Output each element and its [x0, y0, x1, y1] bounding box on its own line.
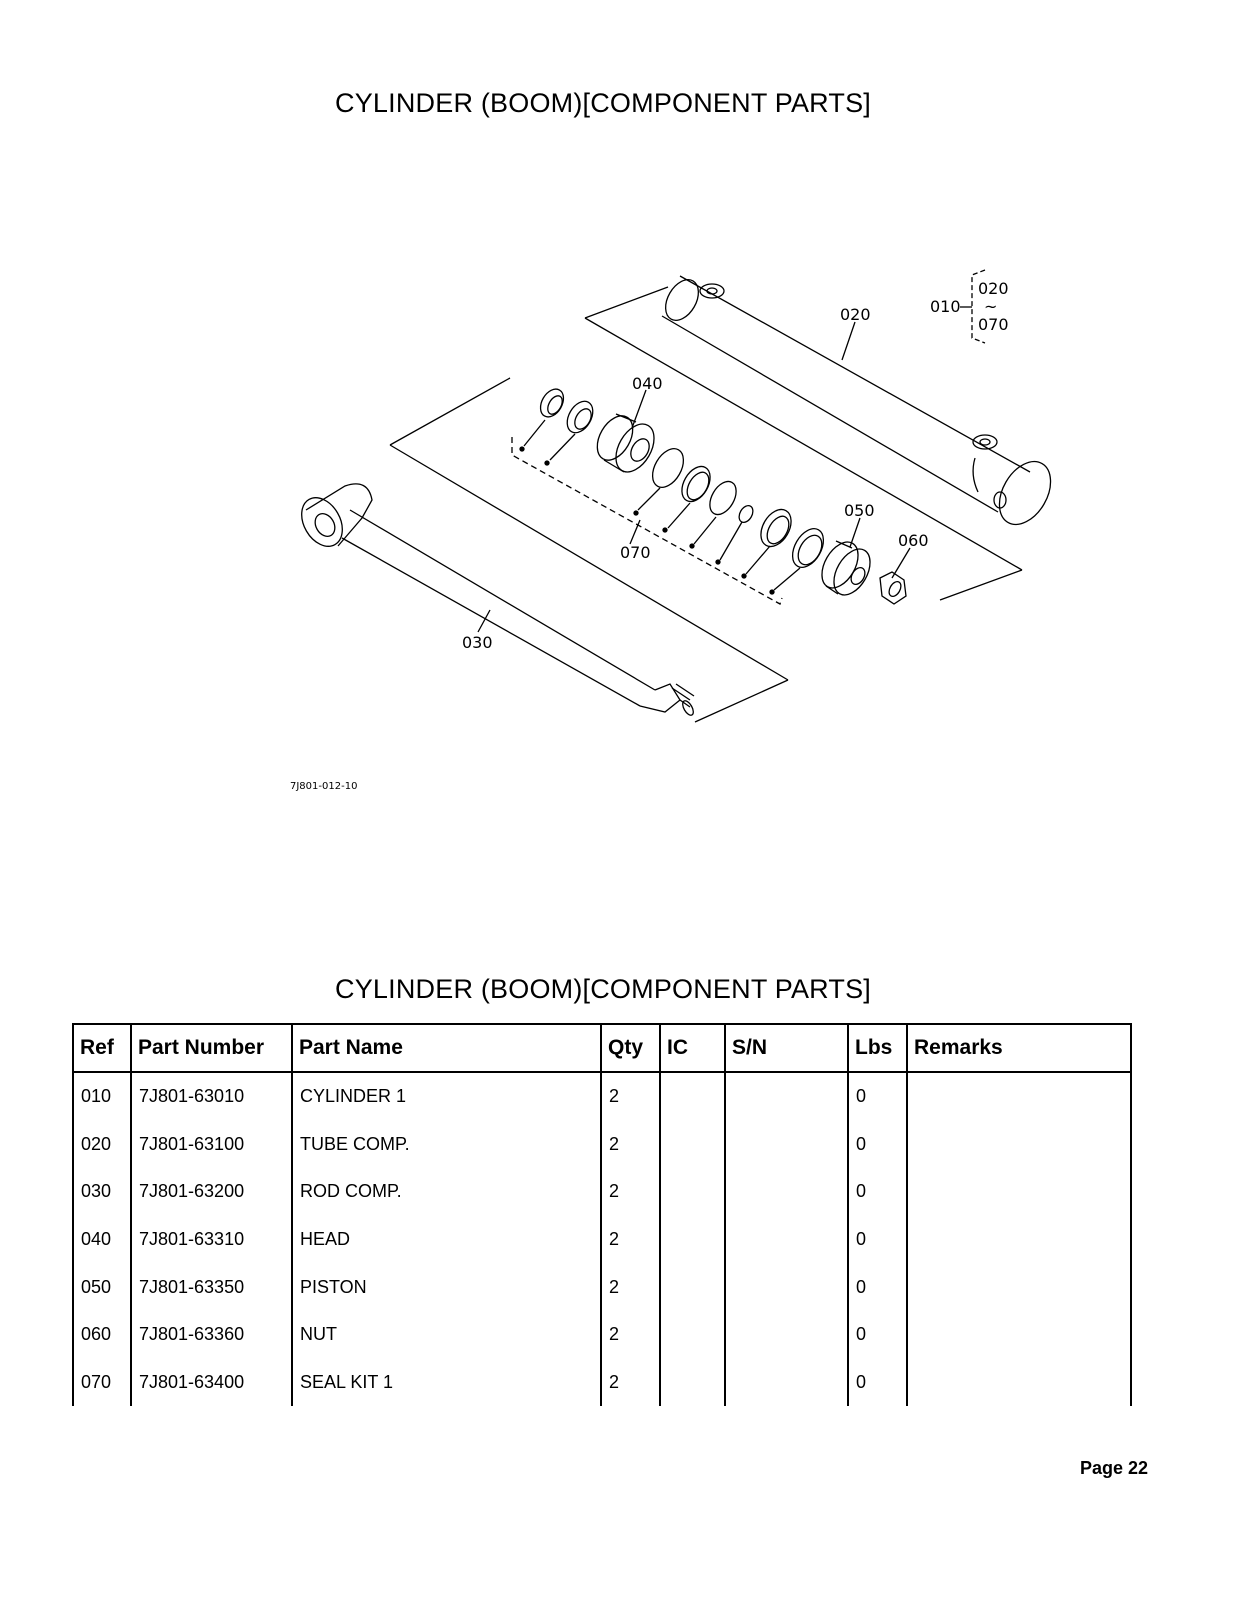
rod-drawing: [293, 378, 788, 722]
table-title: CYLINDER (BOOM)[COMPONENT PARTS]: [335, 974, 871, 1004]
cell-sn: [725, 1216, 848, 1264]
cell-part-number: 7J801-63400: [131, 1359, 292, 1407]
table-row: [73, 1216, 1131, 1264]
header-ref: Ref: [73, 1024, 131, 1072]
cell-part-number: 7J801-63350: [131, 1263, 292, 1311]
callout-range-start: 020: [978, 279, 1009, 298]
figure-code: 7J801-012-10: [290, 781, 358, 792]
cell-ref: 050: [73, 1263, 131, 1311]
table-row: [73, 1311, 1131, 1359]
header-part-name: Part Name: [292, 1024, 601, 1072]
callout-020: 020: [840, 305, 871, 324]
cell-ref: 020: [73, 1121, 131, 1169]
cell-ic: [660, 1121, 725, 1169]
cell-lbs: 0: [848, 1216, 907, 1264]
cell-sn: [725, 1359, 848, 1407]
cell-lbs: 0: [848, 1359, 907, 1407]
cell-ref: 070: [73, 1359, 131, 1407]
cell-qty: 2: [601, 1168, 660, 1216]
cell-ref: 040: [73, 1216, 131, 1264]
cell-lbs: 0: [848, 1263, 907, 1311]
table-row: [73, 1072, 1131, 1121]
cell-part-number: 7J801-63100: [131, 1121, 292, 1169]
leader-lines: [478, 270, 985, 632]
cell-part-name: ROD COMP.: [292, 1168, 601, 1216]
cell-qty: 2: [601, 1359, 660, 1407]
cell-part-name: NUT: [292, 1311, 601, 1359]
table-row: [73, 1263, 1131, 1311]
cell-remarks: [907, 1216, 1131, 1264]
cell-ic: [660, 1359, 725, 1407]
cell-qty: 2: [601, 1216, 660, 1264]
cell-remarks: [907, 1359, 1131, 1407]
cell-part-name: TUBE COMP.: [292, 1121, 601, 1169]
header-lbs: Lbs: [848, 1024, 907, 1072]
seal-kit-dots: [520, 447, 774, 594]
cell-part-number: 7J801-63010: [131, 1072, 292, 1121]
callout-030: 030: [462, 633, 493, 652]
seal-kit-drawing: [512, 420, 830, 604]
callout-050: 050: [844, 501, 875, 520]
callout-040: 040: [632, 374, 663, 393]
cell-remarks: [907, 1121, 1131, 1169]
page-number: Page 22: [1079, 1458, 1148, 1478]
cell-sn: [725, 1121, 848, 1169]
cell-part-name: HEAD: [292, 1216, 601, 1264]
callout-range-end: 070: [978, 315, 1009, 334]
callout-range-sep: ~: [984, 297, 998, 316]
callout-070: 070: [620, 543, 651, 562]
cell-sn: [725, 1311, 848, 1359]
cell-part-name: SEAL KIT 1: [292, 1359, 601, 1407]
table-header-row: [73, 1024, 1131, 1072]
cell-sn: [725, 1263, 848, 1311]
cell-part-number: 7J801-63310: [131, 1216, 292, 1264]
cell-ic: [660, 1168, 725, 1216]
table-row: [73, 1121, 1131, 1169]
cell-sn: [725, 1168, 848, 1216]
cell-lbs: 0: [848, 1121, 907, 1169]
header-ic: IC: [660, 1024, 725, 1072]
cell-remarks: [907, 1072, 1131, 1121]
cell-remarks: [907, 1311, 1131, 1359]
cell-qty: 2: [601, 1311, 660, 1359]
table-row: [73, 1168, 1131, 1216]
cell-qty: 2: [601, 1072, 660, 1121]
table-row: [73, 1359, 1131, 1407]
cell-sn: [725, 1072, 848, 1121]
cell-remarks: [907, 1263, 1131, 1311]
cell-ic: [660, 1311, 725, 1359]
callout-010: 010: [930, 297, 961, 316]
cell-ic: [660, 1263, 725, 1311]
callout-060: 060: [898, 531, 929, 550]
header-qty: Qty: [601, 1024, 660, 1072]
cell-remarks: [907, 1168, 1131, 1216]
piston-drawing: [815, 536, 878, 601]
page-title: CYLINDER (BOOM)[COMPONENT PARTS]: [335, 88, 871, 118]
header-part-number: Part Number: [131, 1024, 292, 1072]
cell-part-number: 7J801-63200: [131, 1168, 292, 1216]
cell-ref: 010: [73, 1072, 131, 1121]
cell-ic: [660, 1072, 725, 1121]
cell-qty: 2: [601, 1263, 660, 1311]
parts-table: [72, 1023, 1132, 1406]
cell-part-number: 7J801-63360: [131, 1311, 292, 1359]
cell-lbs: 0: [848, 1072, 907, 1121]
cell-part-name: CYLINDER 1: [292, 1072, 601, 1121]
cell-ref: 060: [73, 1311, 131, 1359]
cell-lbs: 0: [848, 1168, 907, 1216]
header-remarks: Remarks: [907, 1024, 1131, 1072]
cell-lbs: 0: [848, 1311, 907, 1359]
cell-ref: 030: [73, 1168, 131, 1216]
cell-part-name: PISTON: [292, 1263, 601, 1311]
cell-ic: [660, 1216, 725, 1264]
cell-qty: 2: [601, 1121, 660, 1169]
header-sn: S/N: [725, 1024, 848, 1072]
